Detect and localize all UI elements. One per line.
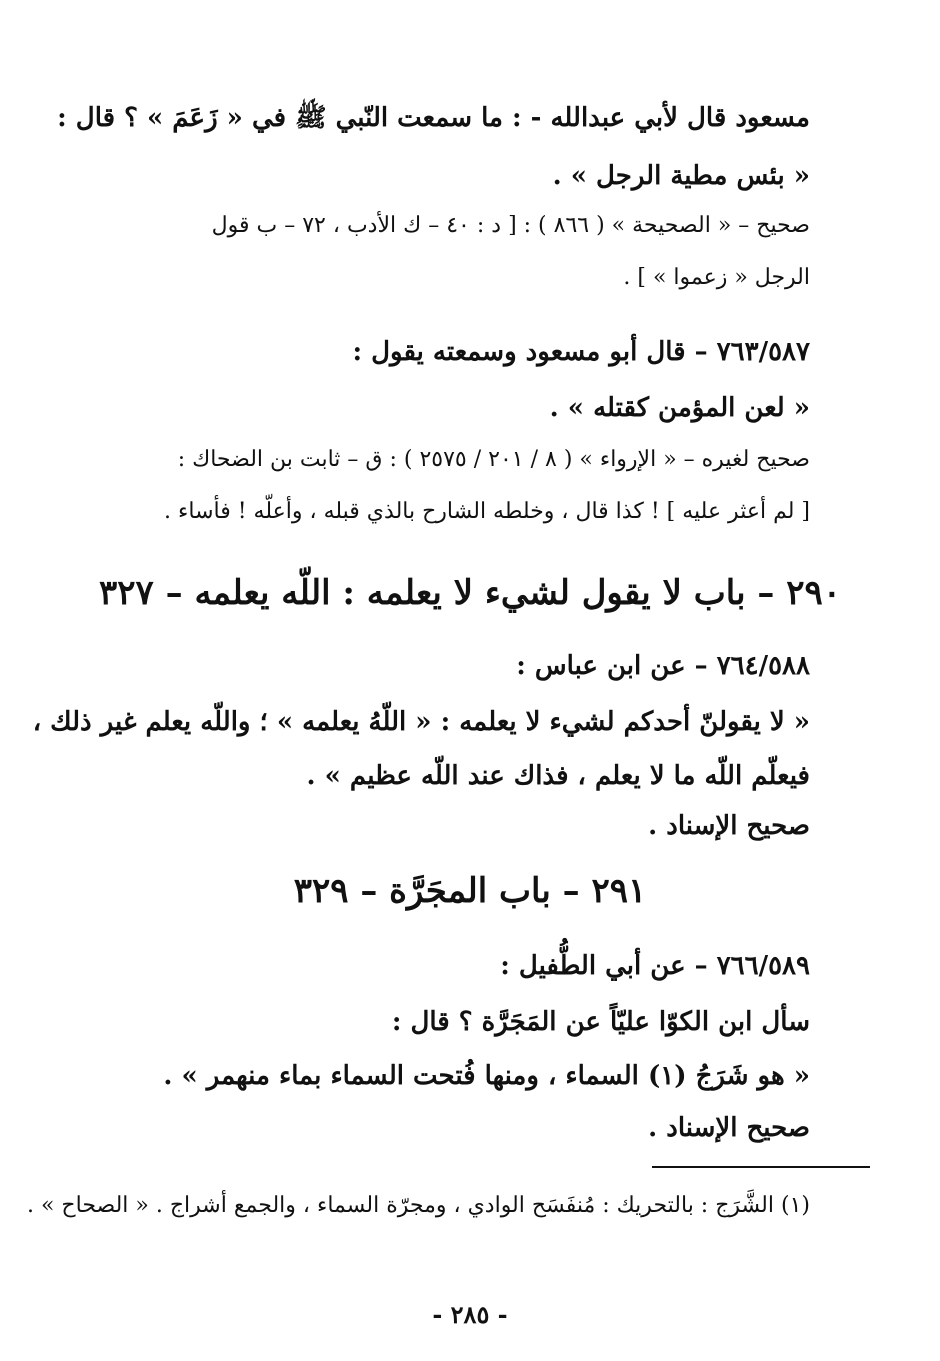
chapter-heading: ٢٩١ – باب المجَرَّة – ٣٢٩ <box>293 871 647 911</box>
page-number: - ٢٨٥ - <box>432 1300 508 1329</box>
footnote: (١) الشَّرَج : بالتحريك : مُنفَسَح الوادي ، ومجرّة السماء ، والجمع أشراج . « الصحاح » . <box>26 1193 810 1218</box>
text-line: صحيح – « الصحيحة » ( ٨٦٦ ) : [ د : ٤٠ – ك الأدب ، ٧٢ – ب قول <box>211 213 810 238</box>
chapter-heading: ٢٩٠ – باب لا يقول لشيء لا يعلمه : اللّه يعلمه – ٣٢٧ <box>98 573 842 613</box>
hadith-number-line: ٧٦٣/٥٨٧ – قال أبو مسعود وسمعته يقول : <box>352 337 810 367</box>
text-line: « لعن المؤمن كقتله » . <box>549 393 810 423</box>
text-line: صحيح لغيره – « الإرواء » ( ٨ / ٢٠١ / ٢٥٧٥ ) : ق – ثابت بن الضحاك : <box>177 447 810 472</box>
grading-line: صحيح الإسناد . <box>648 1113 810 1143</box>
text-line: « لا يقولنّ أحدكم لشيء لا يعلمه : « اللّهُ يعلمه » ؛ واللّه يعلم غير ذلك ، <box>32 707 810 737</box>
footnote-divider <box>652 1166 870 1168</box>
grading-line: صحيح الإسناد . <box>648 811 810 841</box>
text-line: مسعود قال لأبي عبدالله - : ما سمعت النّبي ﷺ في « زَعَمَ » ؟ قال : <box>57 103 810 133</box>
text-line: سأل ابن الكوّا عليّاً عن المَجَرَّة ؟ قال : <box>391 1007 810 1037</box>
text-line: « هو شَرَجُ (١) السماء ، ومنها فُتحت السماء بماء منهمر » . <box>163 1061 810 1091</box>
hadith-number-line: ٧٦٦/٥٨٩ – عن أبي الطُّفيل : <box>500 951 810 981</box>
text-line: [ لم أعثر عليه ] ! كذا قال ، وخلطه الشارح بالذي قبله ، وأعلّه ! فأساء . <box>164 499 810 524</box>
text-line: فيعلّم اللّه ما لا يعلم ، فذاك عند اللّه عظيم » . <box>306 761 810 791</box>
text-line: « بئس مطية الرجل » . <box>552 161 810 191</box>
hadith-number-line: ٧٦٤/٥٨٨ – عن ابن عباس : <box>516 651 810 681</box>
text-line: الرجل « زعموا » ] . <box>623 265 810 290</box>
